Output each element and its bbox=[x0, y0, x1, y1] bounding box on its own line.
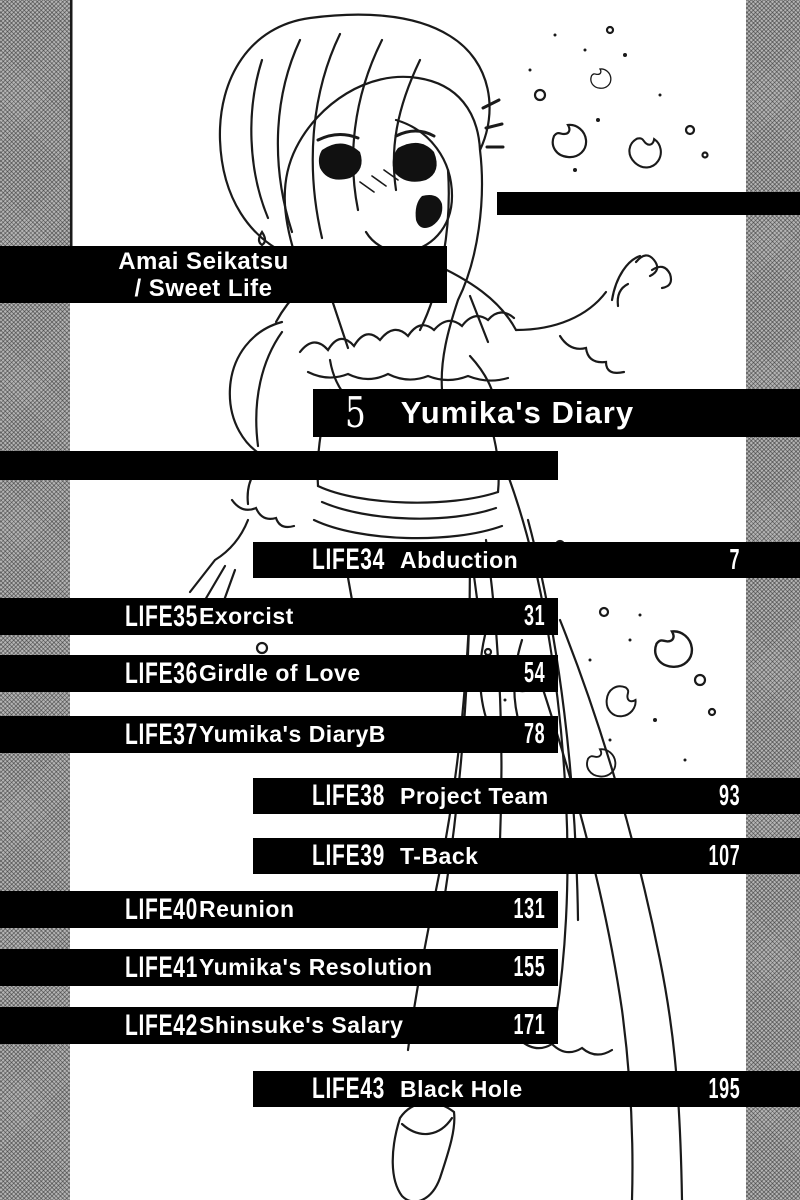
volume-title-bar bbox=[313, 389, 800, 437]
chapter-label: LIFE43 bbox=[312, 1072, 386, 1105]
chapter-label: LIFE38 bbox=[312, 779, 386, 812]
volume-number: 5 bbox=[345, 388, 366, 437]
toc-row bbox=[0, 716, 558, 753]
chapter-page-number: 195 bbox=[708, 1072, 740, 1105]
chapter-title: Girdle of Love bbox=[199, 660, 361, 686]
top-right-bar bbox=[497, 192, 800, 215]
chapter-label: LIFE34 bbox=[312, 543, 386, 576]
toc-row bbox=[0, 949, 558, 986]
toc-row bbox=[253, 1071, 800, 1107]
chapter-title: T-Back bbox=[400, 842, 479, 869]
toc-row bbox=[0, 891, 558, 928]
chapter-page-number: 54 bbox=[523, 657, 545, 689]
chapter-label: LIFE42 bbox=[125, 1008, 199, 1042]
series-title-bar bbox=[0, 246, 447, 303]
toc-row bbox=[0, 598, 558, 635]
chapter-page-number: 93 bbox=[718, 779, 740, 812]
chapter-title: Abduction bbox=[400, 546, 519, 573]
series-title-line2: / Sweet Life bbox=[134, 274, 273, 302]
chapter-title: Reunion bbox=[199, 896, 295, 922]
chapter-label: LIFE39 bbox=[312, 839, 386, 872]
toc-row bbox=[253, 542, 800, 578]
chapter-page-number: 31 bbox=[523, 600, 545, 632]
volume-title: Yumika's Diary bbox=[400, 395, 635, 430]
chapter-label: LIFE41 bbox=[125, 950, 199, 984]
chapter-label: LIFE37 bbox=[125, 717, 199, 751]
chapter-label: LIFE35 bbox=[125, 599, 199, 633]
chapter-title: Shinsuke's Salary bbox=[199, 1012, 404, 1038]
series-title-line1: Amai Seikatsu bbox=[118, 247, 289, 275]
chapter-title: Yumika's DiaryB bbox=[199, 721, 386, 747]
underline-bar bbox=[0, 451, 558, 480]
chapter-page-number: 107 bbox=[708, 839, 740, 872]
right-page-edge-strip bbox=[746, 0, 800, 1200]
chapter-page-number: 155 bbox=[513, 951, 545, 983]
chapter-page-number: 131 bbox=[513, 893, 545, 925]
chapter-label: LIFE36 bbox=[125, 656, 199, 690]
toc-row bbox=[253, 778, 800, 814]
toc-row bbox=[253, 838, 800, 874]
toc-row bbox=[0, 655, 558, 692]
chapter-title: Yumika's Resolution bbox=[199, 954, 433, 980]
chapter-label: LIFE40 bbox=[125, 892, 199, 926]
chapter-page-number: 171 bbox=[513, 1009, 545, 1041]
chapter-page-number: 7 bbox=[729, 543, 740, 576]
chapter-title: Exorcist bbox=[199, 603, 294, 629]
toc-row bbox=[0, 1007, 558, 1044]
chapter-title: Black Hole bbox=[400, 1075, 523, 1102]
chapter-title: Project Team bbox=[400, 782, 549, 809]
chapter-page-number: 78 bbox=[523, 718, 545, 750]
